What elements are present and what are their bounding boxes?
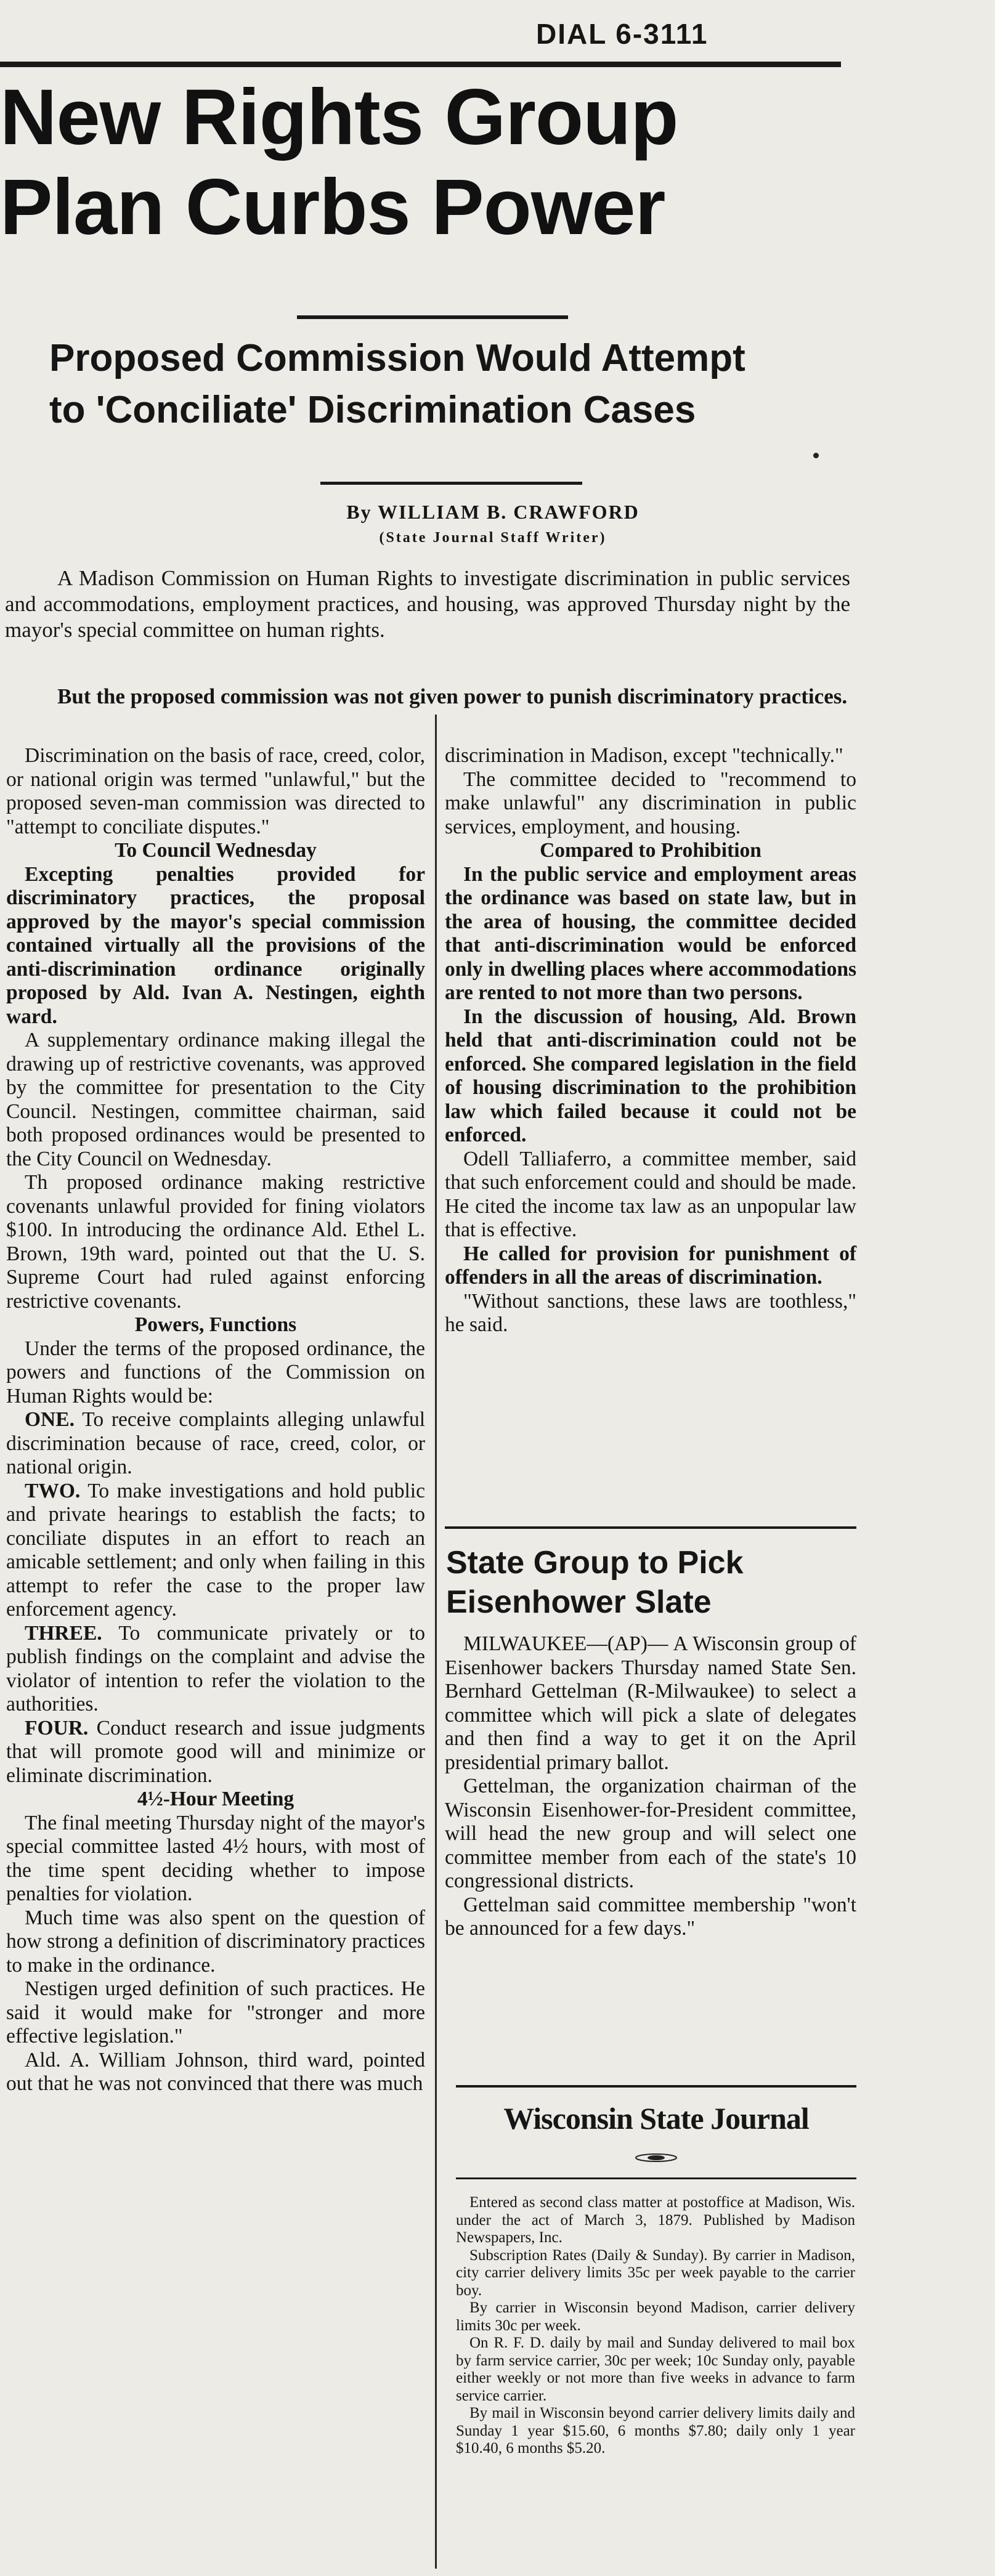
right-paragraph: "Without sanctions, these laws are toothless," he said. [445, 1289, 856, 1336]
ornament-dot [813, 453, 819, 458]
function-two-label: TWO. [25, 1479, 81, 1502]
masthead-rule-2 [456, 2177, 856, 2179]
sidebar-headline-line-2: Eisenhower Slate [446, 1584, 712, 1620]
function-one: ONE. To receive complaints alleging unlawful discrimination because of race, creed, color, or national origin. [6, 1408, 425, 1478]
masthead-rule [456, 2085, 856, 2088]
headline-rule [297, 315, 568, 319]
subhead-meeting: 4½-Hour Meeting [137, 1788, 294, 1810]
headline-line-1: New Rights Group [0, 73, 678, 161]
sidebar-dateline: MILWAUKEE—(AP)— [463, 1632, 668, 1655]
subhead-prohibition: Compared to Prohibition [540, 839, 761, 862]
right-paragraph: In the discussion of housing, Ald. Brown held that anti-discrimination could not be enforced. She compared legislation in the field of housing discrimination to the prohibition law which failed because it could not be enforced. [445, 1005, 856, 1146]
function-one-label: ONE. [25, 1408, 75, 1431]
left-column [6, 744, 425, 2096]
right-paragraph: The committee decided to "recommend to make unlawful" any discrimination in public services, employment, and housing. [445, 768, 856, 838]
byline-rule [320, 482, 582, 485]
masthead-line: On R. F. D. daily by mail and Sunday delivered to mail box by farm service carrier, 30c per week; 10c Sunday only, payable either weekly or not more than five weeks in advance to farm service carrier. [456, 2335, 855, 2404]
deck-line-1: Proposed Commission Would Attempt [49, 337, 745, 379]
right-paragraph: discrimination in Madison, except "technically." [445, 744, 843, 767]
sidebar-paragraph: Gettelman said committee membership "won't be announced for a few days." [445, 1893, 856, 1940]
headline-line-2: Plan Curbs Power [0, 163, 665, 251]
column-divider [435, 715, 437, 2569]
masthead-line: Subscription Rates (Daily & Sunday). By carrier in Madison, city carrier delivery limits 35c per week payable to the carrier boy. [456, 2246, 855, 2299]
left-paragraph: Much time was also spent on the question of how strong a definition of discriminatory practices to make in the ordinance. [6, 1906, 425, 1977]
top-rule [0, 62, 841, 67]
sidebar-story [445, 1632, 856, 1941]
main-headline [0, 73, 863, 253]
dial-phone-number: DIAL 6-3111 [536, 18, 709, 50]
left-paragraph: The final meeting Thursday night of the mayor's special committee lasted 4½ hours, with most of the time spent deciding whether to impose penalties for violation. [6, 1811, 425, 1905]
function-four: FOUR. Conduct research and issue judgments that will promote good will and minimize or eliminate discrimination. [6, 1716, 426, 1787]
sidebar-paragraph: Gettelman, the organization chairman of the Wisconsin Eisenhower-for-President committee, will head the new group and will select one committee member from each of the state's 10 congressional districts. [445, 1775, 856, 1892]
function-three-label: THREE. [25, 1621, 102, 1645]
masthead-line: Entered as second class matter at postoffice at Madison, Wis. under the act of March 3, 1879. Published by Madison Newspapers, Inc. [456, 2194, 855, 2246]
intro-paragraph-1: A Madison Commission on Human Rights to investigate discrimination in public services and accommodations, employment practices, and housing, was approved Thursday night by the mayor's special committee on human rights. [5, 566, 850, 642]
masthead-line: By carrier in Wisconsin beyond Madison, carrier delivery limits 30c per week. [456, 2299, 855, 2334]
sidebar-paragraph: MILWAUKEE—(AP)— A Wisconsin group of Eisenhower backers Thursday named State Sen. Bernhard Gettelman (R-Milwaukee) to select a committee which will pick a slate of delegates and then find a way to get it on the April presidential primary ballot. [445, 1632, 856, 1774]
byline: By WILLIAM B. CRAWFORD [346, 501, 640, 523]
left-paragraph: Excepting penalties provided for discriminatory practices, the proposal approved by the mayor's special commission contained virtually all the provisions of the anti-discrimination ordinance originally proposed by Ald. Ivan A. Nestingen, eighth ward. [6, 862, 425, 1028]
sidebar-headline-line-1: State Group to Pick [446, 1545, 744, 1581]
left-paragraph: Under the terms of the proposed ordinance, the powers and functions of the Commission on Human Rights would be: [6, 1337, 425, 1407]
newspaper-flag: Wisconsin State Journal [503, 2101, 809, 2136]
right-paragraph: Odell Talliaferro, a committee member, said that such enforcement could and should be made. He cited the income tax law as an unpopular law that is effective. [445, 1147, 856, 1241]
deck-headline [49, 333, 863, 436]
byline-role: (State Journal Staff Writer) [379, 530, 607, 546]
sidebar-rule [445, 1526, 856, 1529]
function-two: TWO. To make investigations and hold public and private hearings to establish the facts; to conciliate disputes in an effort to reach an amicable settlement; and only when failing in this attempt to refer the case to the proper law enforcement agency. [6, 1479, 425, 1621]
left-paragraph: Discrimination on the basis of race, creed, color, or national origin was termed "unlawful," but the proposed seven-man commission was directed to "attempt to conciliate disputes." [6, 744, 425, 838]
function-three: THREE. To communicate privately or to publish findings on the complaint and advise the violator of intention to refer the violation to the authorities. [6, 1621, 425, 1715]
left-paragraph: A supplementary ordinance making illegal the drawing up of restrictive covenants, was approved by the committee for presentation to the City Council. Nestingen, committee chairman, said both proposed ordinances would be presented to the City Council on Wednesday. [6, 1029, 425, 1170]
right-paragraph: In the public service and employment areas the ordinance was based on state law, but in the area of housing, the committee decided that anti-discrimination would be enforced only in dwelling places where accommodations are rented to not more than two persons. [445, 862, 856, 1004]
function-four-label: FOUR. [25, 1716, 89, 1740]
left-paragraph: Ald. A. William Johnson, third ward, pointed out that he was not convinced that there was much [6, 2048, 425, 2095]
left-paragraph: Nestigen urged definition of such practices. He said it would make for "stronger and more effective legislation." [6, 1977, 425, 2047]
subhead-powers-functions: Powers, Functions [134, 1313, 297, 1336]
masthead-box [456, 2194, 855, 2458]
flag-ornament-icon [635, 2153, 678, 2163]
right-paragraph: He called for provision for punishment of offenders in all the areas of discrimination. [445, 1242, 856, 1289]
intro-paragraph-2: But the proposed commission was not given power to punish discriminatory practices. [57, 684, 848, 708]
subhead-to-council: To Council Wednesday [115, 839, 317, 862]
sidebar-headline [446, 1543, 853, 1622]
deck-line-2: to 'Conciliate' Discrimination Cases [49, 389, 696, 431]
right-column [445, 744, 856, 1337]
masthead-line: By mail in Wisconsin beyond carrier delivery limits daily and Sunday 1 year $15.60, 6 months $7.80; daily only 1 year $10.40, 6 months $5.20. [456, 2405, 855, 2457]
left-paragraph: Th proposed ordinance making restrictive covenants unlawful provided for fining violators $100. In introducing the ordinance Ald. Ethel L. Brown, 19th ward, pointed out that the U. S. Supreme Court had ruled against enforcing restrictive covenants. [6, 1171, 425, 1313]
